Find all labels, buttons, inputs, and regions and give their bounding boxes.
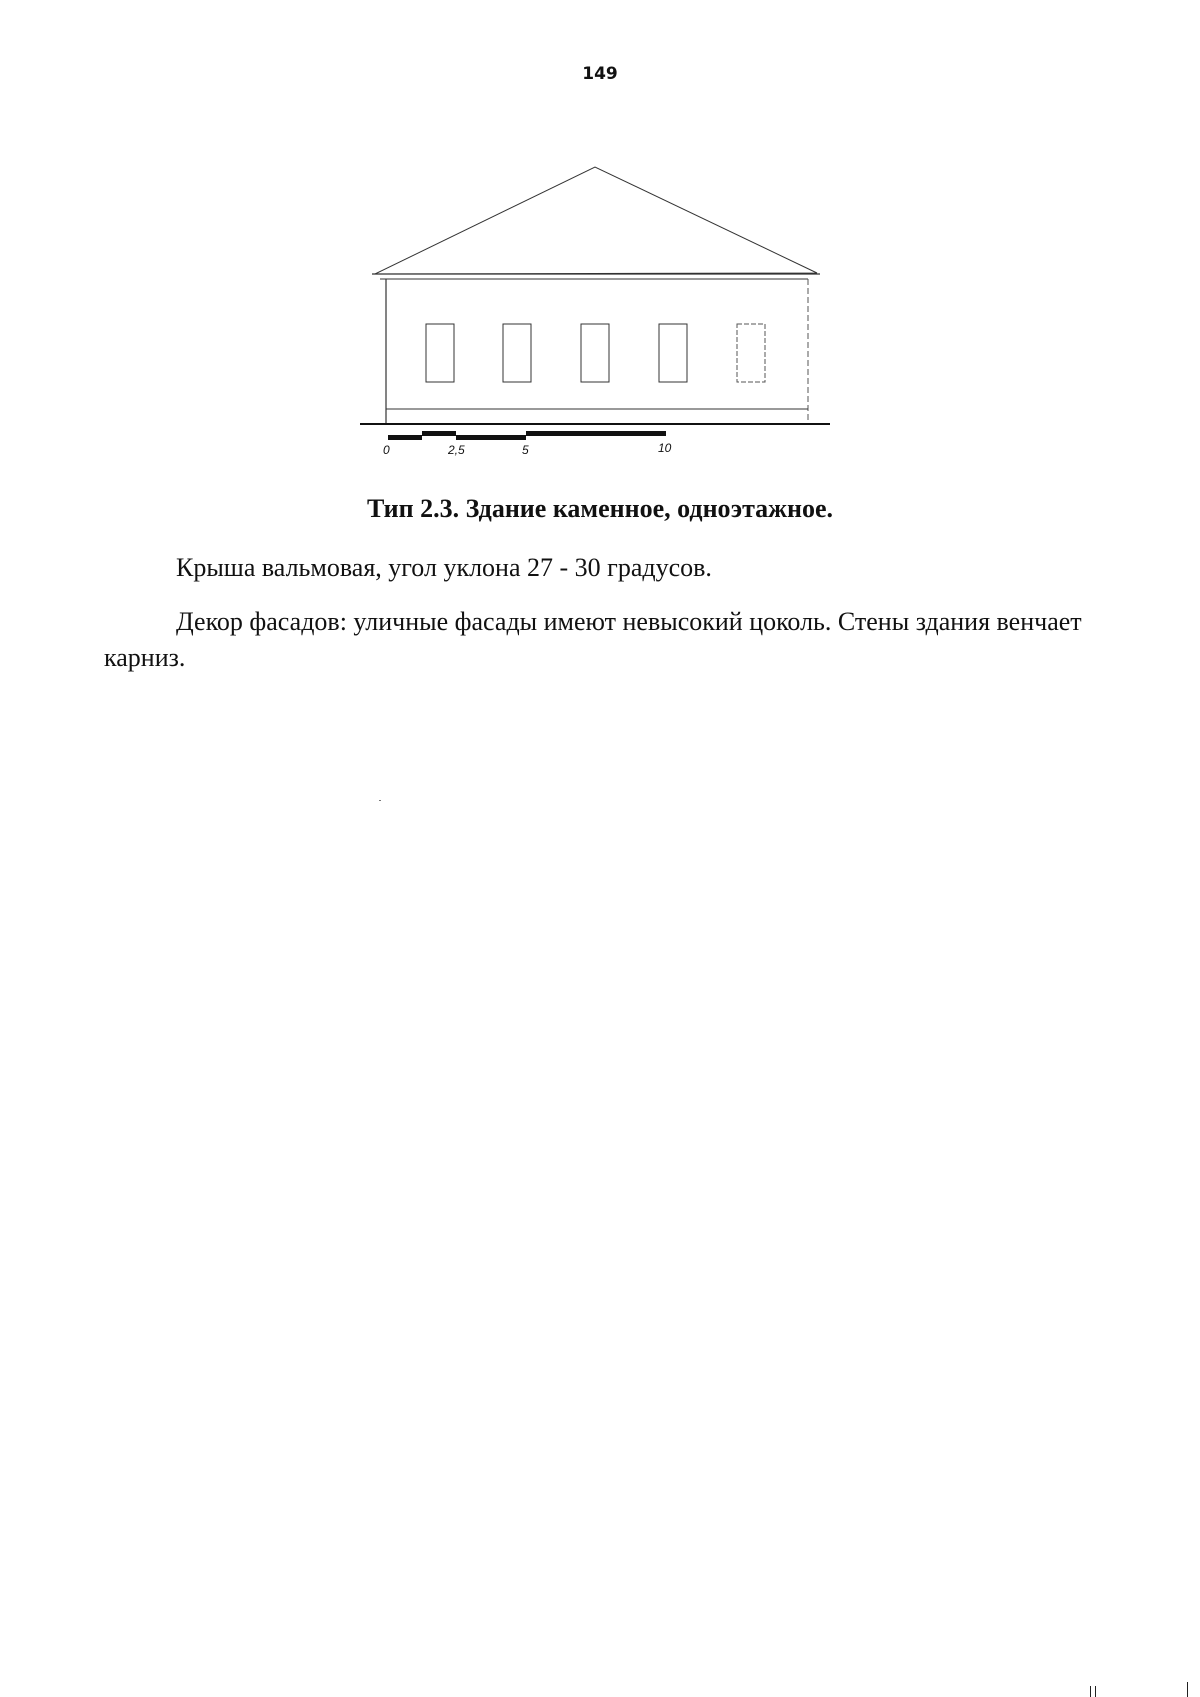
paragraph-roof: Крыша вальмовая, угол уклона 27 - 30 градусов. <box>176 553 712 582</box>
window-1 <box>426 324 454 382</box>
building-facade-drawing <box>360 150 840 470</box>
scale-label-2-5: 2,5 <box>448 443 465 457</box>
window-2 <box>503 324 531 382</box>
scale-segment-4 <box>526 431 666 436</box>
scan-speck <box>379 800 381 801</box>
paragraph-facade-decor: Декор фасадов: уличные фасады имеют невысокий цоколь. Стены здания венчает карниз. <box>104 607 1082 672</box>
window-5 <box>737 324 765 382</box>
scale-label-0: 0 <box>383 443 390 457</box>
scale-label-5: 5 <box>522 443 529 457</box>
scale-label-10: 10 <box>658 441 672 455</box>
scale-segment-2 <box>422 431 456 436</box>
page-number: 149 <box>582 64 618 84</box>
figure-caption: Тип 2.3. Здание каменное, одноэтажное. <box>366 494 834 523</box>
roof-gable <box>375 167 817 274</box>
scan-edge-marks <box>1080 1678 1200 1697</box>
window-4 <box>659 324 687 382</box>
scale-segment-3 <box>456 435 526 440</box>
window-3 <box>581 324 609 382</box>
scale-segment-1 <box>388 435 422 440</box>
